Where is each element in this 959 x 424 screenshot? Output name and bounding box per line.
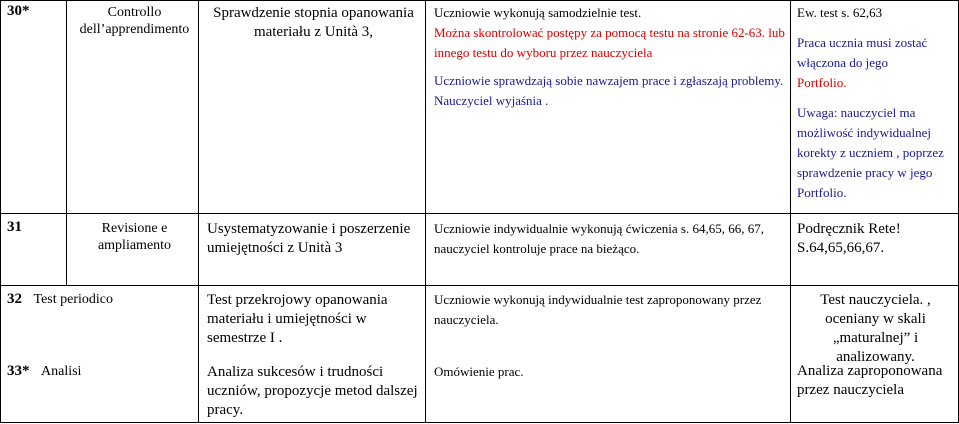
lesson-number: 31: [7, 219, 22, 235]
lesson-number-topic: [0, 358, 198, 384]
lesson-number: 32: [7, 291, 22, 307]
lesson-topic: Controllo dell’apprendimento: [79, 5, 190, 37]
materials-text: Praca ucznia musi zostać włączona do jego: [797, 35, 928, 70]
activity-text: Uczniowie wykonują samodzielnie test.: [434, 5, 642, 20]
lesson-goal: Analiza sukcesów i trudności uczniów, propozycje metod dalszej pracy.: [207, 364, 418, 418]
lesson-materials: [790, 214, 959, 262]
lesson-number-topic: [0, 286, 198, 312]
lesson-topic: Analisi: [41, 364, 82, 379]
lesson-activities: [425, 358, 790, 386]
lesson-number: 33*: [7, 363, 30, 379]
lesson-materials: [790, 0, 959, 207]
table-row-31: [0, 214, 959, 285]
activity-text: Uczniowie indywidualnie wykonują ćwiczenia s. 64,65, 66, 67, nauczyciel kontroluje prace na bieżąco.: [434, 221, 764, 256]
lesson-goal: Test przekrojowy opanowania materiału i umiejętności w semestrze I .: [207, 292, 388, 346]
activity-text: Można skontrolować postępy za pomocą testu na stronie 62-63. lub innego testu do wyboru przez nauczyciela: [434, 25, 785, 60]
materials-portfolio: Portfolio.: [797, 75, 847, 90]
lesson-activities: [425, 0, 790, 115]
lesson-topic: Test periodico: [33, 292, 113, 307]
table-row-32: [0, 286, 959, 365]
materials-text: Analiza zaproponowana przez nauczyciela: [797, 363, 943, 398]
materials-text: Podręcznik Rete!: [797, 221, 901, 237]
table-row-33: [0, 358, 959, 422]
lesson-topic: Revisione e ampliamento: [97, 221, 172, 253]
materials-text: Ew. test s. 62,63: [797, 5, 883, 20]
materials-text: S.64,65,66,67.: [797, 240, 885, 256]
activity-text: Omówienie prac.: [434, 364, 524, 379]
lesson-goal: Sprawdzenie stopnia opanowania materiału z Unità 3,: [213, 5, 414, 40]
materials-text: Test nauczyciela. , oceniany w skali „maturalnej” i analizowany.: [820, 292, 931, 365]
lesson-activities: [425, 286, 790, 334]
materials-text: Uwaga: nauczyciel ma możliwość indywidualnej korekty z uczniem , poprzez sprawdzenie pracy w jego Portfolio.: [797, 105, 944, 200]
activity-text: Uczniowie sprawdzają sobie nawzajem prace i zgłaszają problemy. Nauczyciel wyjaśnia .: [434, 73, 784, 108]
lesson-number: 30*: [7, 3, 30, 19]
activity-text: Uczniowie wykonują indywidualnie test zaproponowany przez nauczyciela.: [434, 292, 762, 327]
lesson-goal: Usystematyzowanie i poszerzenie umiejętności z Unità 3: [207, 221, 411, 256]
lesson-materials: [790, 358, 959, 404]
lesson-activities: [425, 214, 790, 263]
